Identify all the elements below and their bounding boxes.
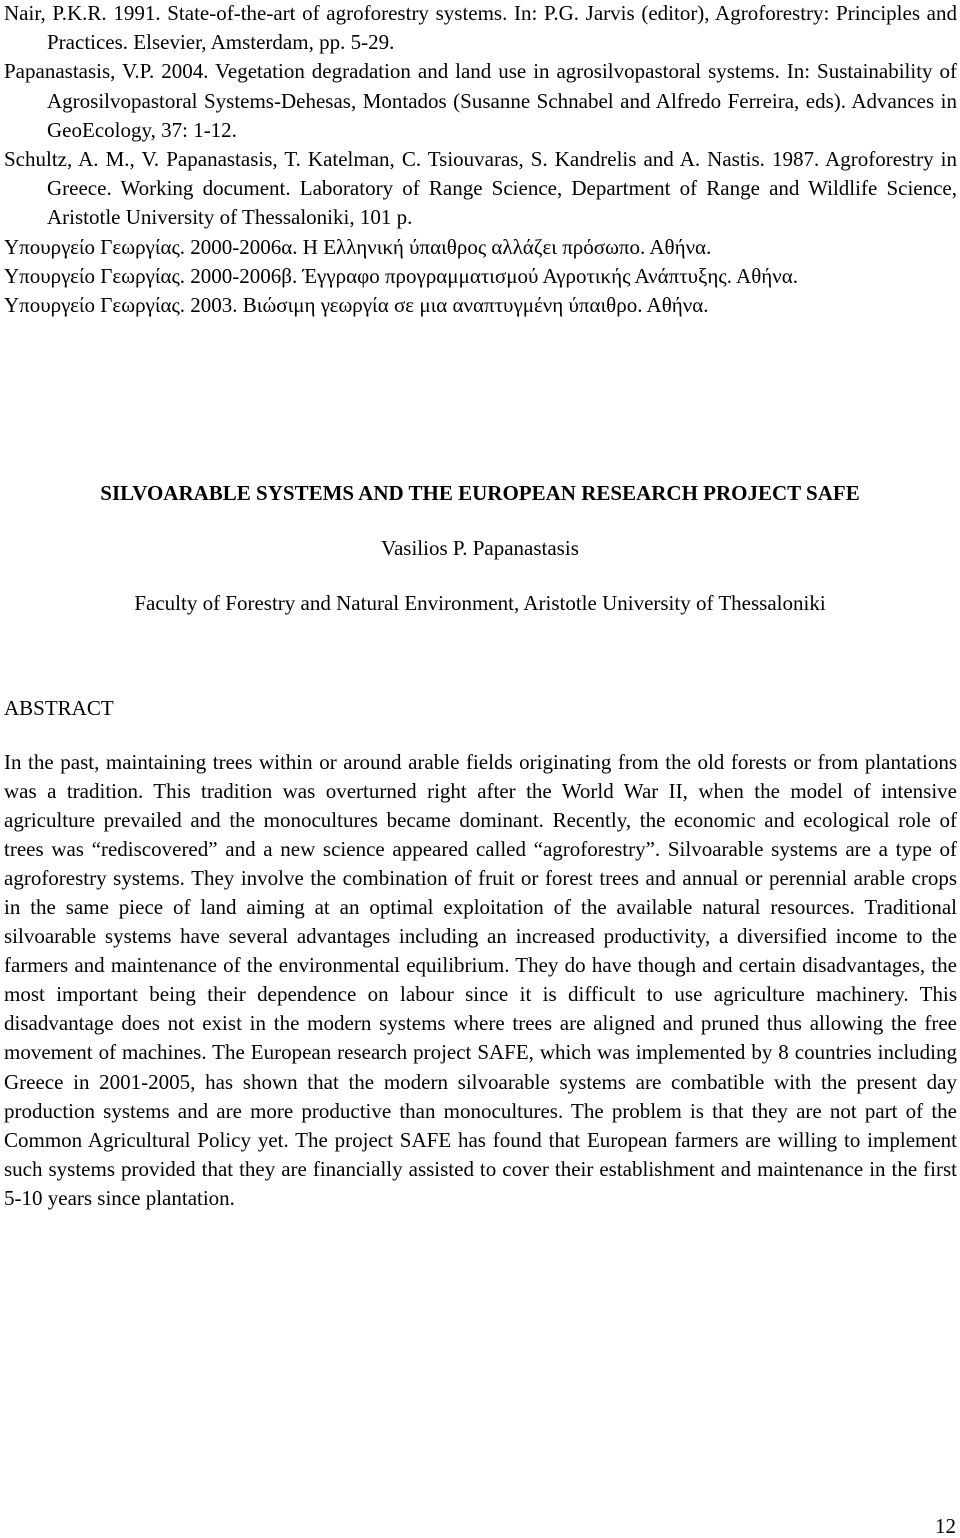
reference-entry: Schultz, A. M., V. Papanastasis, T. Katelman, C. Tsiouvaras, S. Kandrelis and A. Nastis. 1987. Agroforestry in Greece. Working document. Laboratory of Range Science, Department of Range and Wildlife Science, Aristotle University of Thessaloniki, 101 p. xyxy=(4,147,957,230)
reference-entry: Υπουργείο Γεωργίας. 2003. Βιώσιμη γεωργία σε μια αναπτυγμένη ύπαιθρο. Αθήνα. xyxy=(4,293,709,318)
reference-list xyxy=(4,0,957,320)
article-author: Vasilios P. Papanastasis xyxy=(381,536,579,560)
reference-entry: Υπουργείο Γεωργίας. 2000-2006α. Η Ελληνική ύπαιθρος αλλάζει πρόσωπο. Αθήνα. xyxy=(4,234,712,259)
abstract-text: In the past, maintaining trees within or around arable fields originating from the old forests or from plantations was a tradition. This tradition was overturned right after the World War II, when the model of intensive agriculture prevailed and the monocultures became dominant. Recently, the economic and ecological role of trees was “rediscovered” and a new science appeared called “agroforestry”. Silvoarable systems are a type of agroforestry systems. They involve the combination of fruit or forest trees and annual or perennial arable crops in the same piece of land aiming at an optimal exploitation of the available natural resources. Traditional silvoarable systems have several advantages including an increased productivity, a diversified income to the farmers and maintenance of the environmental equilibrium. They do have though and certain disadvantages, the most important being their dependence on labour since it is difficult to use agriculture machinery. This disadvantage does not exist in the modern systems where trees are aligned and pruned thus allowing the free movement of machines. The European research project SAFE, which was implemented by 8 countries including Greece in 2001-2005, has shown that the modern silvoarable systems are combatible with the present day production systems and are more productive than monocultures. The problem is that they are not part of the Common Agricultural Policy yet. The project SAFE has found that European farmers are willing to implement such systems provided that they are financially assisted to cover their establishment and maintenance in the first 5-10 years since plantation. xyxy=(4,750,957,1210)
author-affiliation: Faculty of Forestry and Natural Environment, Aristotle University of Thessaloniki xyxy=(134,591,826,615)
abstract-heading: ABSTRACT xyxy=(4,696,114,720)
page-number: 12 xyxy=(935,1514,956,1538)
reference-entry: Nair, P.K.R. 1991. State-of-the-art of agroforestry systems. In: P.G. Jarvis (editor), Agroforestry: Principles and Practices. Elsevier, Amsterdam, pp. 5-29. xyxy=(4,1,957,55)
article-title: SILVOARABLE SYSTEMS AND THE EUROPEAN RESEARCH PROJECT SAFE xyxy=(100,481,860,505)
reference-entry: Υπουργείο Γεωργίας. 2000-2006β. Έγγραφο προγραμματισμού Αγροτικής Ανάπτυξης. Αθήνα. xyxy=(4,263,799,288)
reference-entry: Papanastasis, V.P. 2004. Vegetation degradation and land use in agrosilvopastoral systems. In: Sustainability of Agrosilvopastoral Systems-Dehesas, Montados (Susanne Schnabel and Alfredo Ferreira, eds). Advances in GeoEcology, 37: 1-12. xyxy=(4,59,957,142)
